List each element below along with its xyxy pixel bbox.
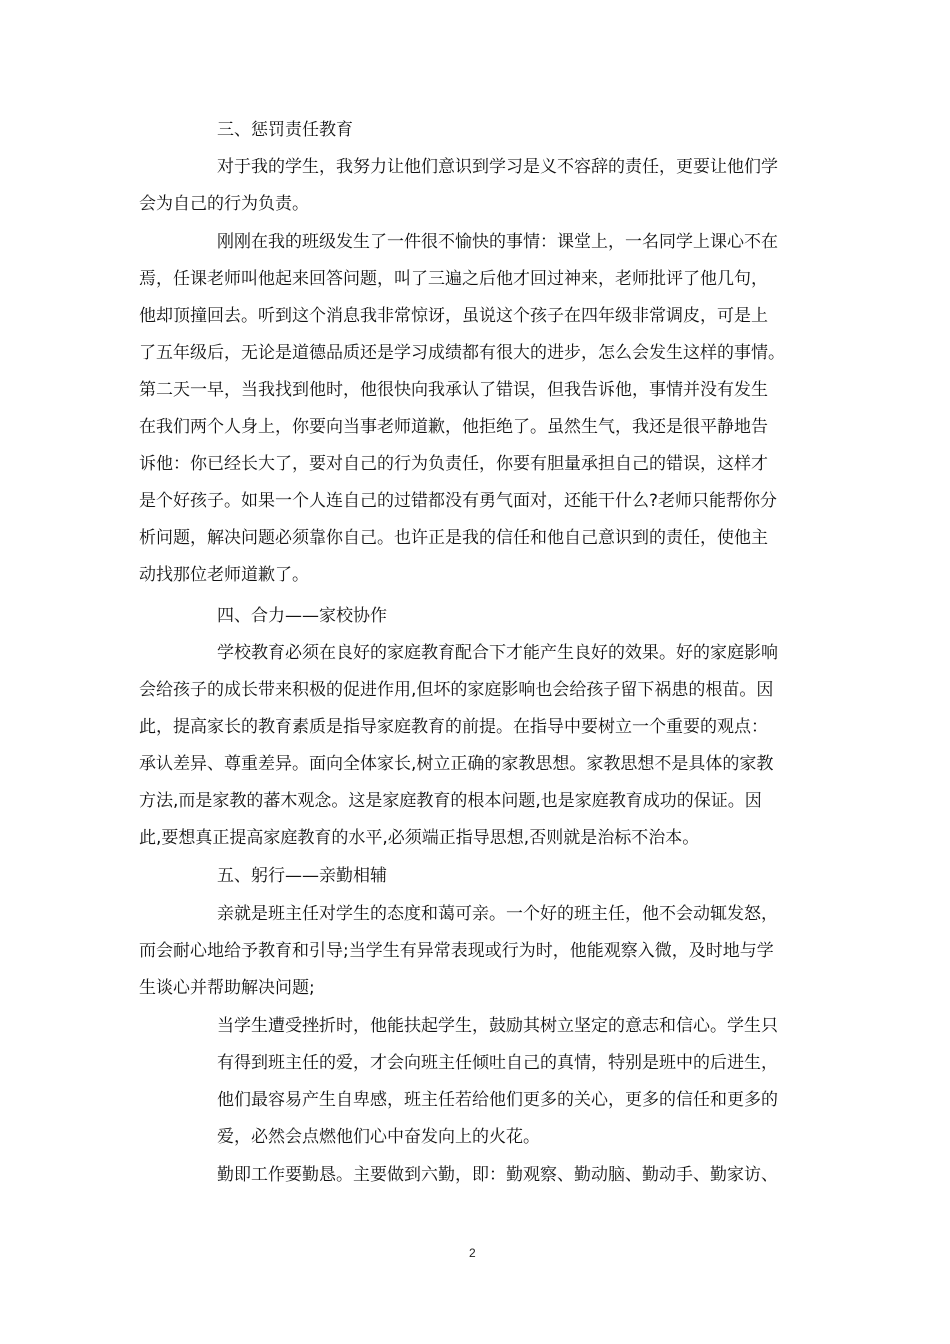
paragraph-line: 焉，任课老师叫他起来回答问题，叫了三遍之后他才回过神来，老师批评了他几句，	[139, 269, 768, 289]
paragraph-line: 会给孩子的成长带来积极的促进作用,但坏的家庭影响也会给孩子留下祸患的根苗。因	[139, 680, 774, 700]
paragraph-line: 此,要想真正提高家庭教育的水平,必须端正指导思想,否则就是治标不治本。	[139, 828, 700, 848]
section-heading: 四、合力——家校协作	[217, 606, 387, 626]
paragraph-line: 爱，必然会点燃他们心中奋发向上的火花。	[217, 1127, 540, 1147]
paragraph-line: 会为自己的行为负责。	[139, 194, 309, 214]
paragraph-line: 此，提高家长的教育素质是指导家庭教育的前提。在指导中要树立一个重要的观点：	[139, 717, 768, 737]
paragraph-line: 方法,而是家教的蕃木观念。这是家庭教育的根本问题,也是家庭教育成功的保证。因	[139, 791, 762, 811]
paragraph-line: 当学生遭受挫折时，他能扶起学生，鼓励其树立坚定的意志和信心。学生只	[217, 1016, 778, 1036]
paragraph-line: 学校教育必须在良好的家庭教育配合下才能产生良好的效果。好的家庭影响	[217, 643, 778, 663]
page-number: 2	[469, 1246, 476, 1260]
paragraph-line: 他们最容易产生自卑感，班主任若给他们更多的关心，更多的信任和更多的	[217, 1090, 778, 1110]
paragraph-line: 勤即工作要勤恳。主要做到六勤，即：勤观察、勤动脑、勤动手、勤家访、	[217, 1165, 778, 1185]
paragraph-line: 承认差异、尊重差异。面向全体家长,树立正确的家教思想。家教思想不是具体的家教	[139, 754, 774, 774]
section-heading: 三、惩罚责任教育	[217, 120, 353, 140]
paragraph-line: 有得到班主任的爱，才会向班主任倾吐自己的真情，特别是班中的后进生，	[217, 1053, 778, 1073]
paragraph-line: 是个好孩子。如果一个人连自己的过错都没有勇气面对，还能干什么?老师只能帮你分	[139, 491, 778, 511]
paragraph-line: 亲就是班主任对学生的态度和蔼可亲。一个好的班主任，他不会动辄发怒，	[217, 904, 778, 924]
paragraph-line: 生谈心并帮助解决问题;	[139, 978, 315, 998]
paragraph-line: 析问题，解决问题必须靠你自己。也许正是我的信任和他自己意识到的责任，使他主	[139, 528, 768, 548]
paragraph-line: 刚刚在我的班级发生了一件很不愉快的事情：课堂上，一名同学上课心不在	[217, 232, 778, 252]
paragraph-line: 而会耐心地给予教育和引导;当学生有异常表现或行为时，他能观察入微，及时地与学	[139, 941, 774, 961]
paragraph-line: 第二天一早，当我找到他时，他很快向我承认了错误，但我告诉他，事情并没有发生	[139, 380, 768, 400]
paragraph-line: 在我们两个人身上，你要向当事老师道歉，他拒绝了。虽然生气，我还是很平静地告	[139, 417, 768, 437]
paragraph-line: 了五年级后，无论是道德品质还是学习成绩都有很大的进步，怎么会发生这样的事情。	[139, 343, 785, 363]
paragraph-line: 诉他：你已经长大了，要对自己的行为负责任，你要有胆量承担自己的错误，这样才	[139, 454, 768, 474]
paragraph-line: 对于我的学生，我努力让他们意识到学习是义不容辞的责任，更要让他们学	[217, 157, 778, 177]
paragraph-line: 动找那位老师道歉了。	[139, 565, 309, 585]
paragraph-line: 他却顶撞回去。听到这个消息我非常惊讶，虽说这个孩子在四年级非常调皮，可是上	[139, 306, 768, 326]
section-heading: 五、躬行——亲勤相辅	[217, 866, 387, 886]
